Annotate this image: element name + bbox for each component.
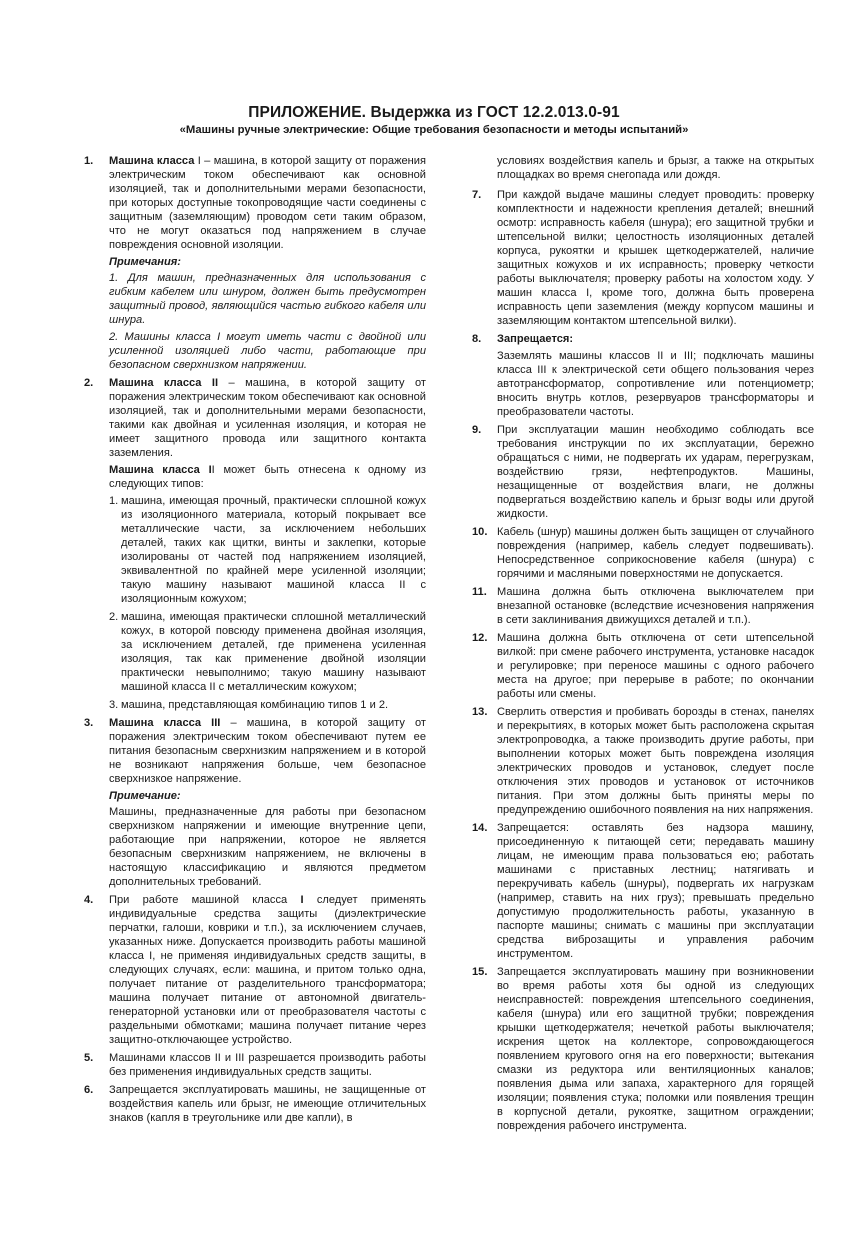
- sub-item-number: 2.: [109, 611, 119, 623]
- note-title: Примечание:: [109, 790, 181, 802]
- list-item-7: [472, 188, 814, 328]
- item-number: 3.: [84, 717, 94, 729]
- item-text: Кабель (шнур) машины должен быть защищен от случайного повреждения (например, кабель следует подвешивать). Непосредственное соприкосновение кабеля (шнура) с горячими и масляными поверхностями не допускается.: [497, 526, 814, 580]
- sub-item: [109, 494, 426, 606]
- list-item-8: [472, 332, 814, 419]
- list-item-14: [472, 821, 814, 961]
- item-text: При работе машиной класса: [109, 894, 301, 906]
- sub-item-number: 3.: [109, 699, 119, 711]
- sub-item-text: машина, имеющая прочный, практически сплошной кожух из изоляционного материала, который покрывает все металлические части, за исключением небольших деталей, таких как щитки, винты и заклепки, которые изолированы от частей под напряжением изоляцией, эквивалентной по крайней мере усиленной изоляции; такую машину называют машиной класса II с изоляционным кожухом;: [121, 495, 426, 605]
- list-item-4: [84, 893, 426, 1047]
- sub-item-text: машина, представляющая комбинацию типов 1 и 2.: [121, 699, 389, 711]
- item-number: 12.: [472, 632, 488, 644]
- item-text: – машина, в которой защиту от поражения электрическим током обеспечивают как основной изоляцией, так и дополнительными мерами безопасности, такими как двойная и усиленная изоляция, и которая не имеет защитного провода или защитного контакта заземления.: [109, 377, 426, 459]
- sub-item-text: машина, имеющая практически сплошной металлический кожух, в которой повсюду применена двойная изоляция, за исключением деталей, где применена усиленная изоляция, так как применение двойной изоляции практически невыполнимо; такую машину называют машиной класса II с металлическим кожухом;: [121, 611, 426, 693]
- item-text: Заземлять машины классов II и III; подключать машины класса III к электрической сети общего пользования через автотрансформатор, сопротивление или потенциометр; вносить внутрь котлов, резервуаров трансформаторы и преобразователи частоты.: [497, 350, 814, 418]
- document-title: ПРИЛОЖЕНИЕ. Выдержка из ГОСТ 12.2.013.0-91: [248, 104, 620, 121]
- item-number: 2.: [84, 377, 94, 389]
- list-item-15: [472, 965, 814, 1133]
- list-item-11: [472, 585, 814, 627]
- item-text: Машина должна быть отключена от сети штепсельной вилкой: при смене рабочего инструмента, установке насадок и регулировке; при переносе машины с одного рабочего места на другое; при перерыве в работе; по окончании работы или смены.: [497, 632, 814, 700]
- item-number: 9.: [472, 424, 482, 436]
- item-number: 5.: [84, 1052, 94, 1064]
- sub-item: [109, 610, 426, 694]
- note-text: Машины, предназначенные для работы при безопасном сверхнизком напряжении и имеющие внутренние цепи, работающие при напряжении, которое не является безопасным сверхнизким напряжением, не включены в настоящую классификацию и являются предметом дополнительных требований.: [109, 806, 426, 888]
- item-text: Запрещается: оставлять без надзора машину, присоединенную к питающей сети; передавать машину лицам, не имеющим права пользоваться ею; работать машинами с приставных лестниц; натягивать и перекручивать кабель (шнуры), подвергать их нагрузкам (например, ставить на них груз); превышать предельно допустимую продолжительность работы, указанную в паспорте машины; снимать с машины при эксплуатации средства виброзащиты и управления рабочим инструментом.: [497, 822, 814, 960]
- item-lead: Машина класса III: [109, 717, 221, 729]
- item-number: 1.: [84, 155, 94, 167]
- item-text: При каждой выдаче машины следует проводить: проверку комплектности и надежности крепления деталей; внешний осмотр: исправность кабеля (шнура); его защитной трубки и штепсельной вилки; целостность изоляционных деталей корпуса, рукоятки и крышек щеткодержателей, наличие защитных кожухов и их исправность; проверку четкости работы выключателя; проверку работы на холостом ходу. У машин класса I, кроме того, должна быть проверена исправность цепи заземления (между корпусом машины и заземляющим контактом штепсельной вилки).: [497, 189, 814, 327]
- item-lead: Машина класса I: [109, 464, 212, 476]
- note-text: 2. Машины класса I могут иметь части с двойной или усиленной изоляцией либо части, работающие при безопасном сверхнизком напряжении.: [109, 331, 426, 371]
- item-number: 13.: [472, 706, 488, 718]
- list-item-2: [84, 376, 426, 712]
- item-number: 10.: [472, 526, 488, 538]
- sub-item-number: 1.: [109, 495, 119, 507]
- item-text: Машина должна быть отключена выключателем при внезапной остановке (вследствие исчезновения напряжения в сети заклинивания движущихся деталей и т.п.).: [497, 586, 814, 626]
- item-lead: Машина класса: [109, 155, 195, 167]
- list-item-10: [472, 525, 814, 581]
- list-item-9: [472, 423, 814, 521]
- item-number: 15.: [472, 966, 488, 978]
- item-text: I может быть отнесена к одному из следующих типов:: [109, 464, 427, 490]
- item-text: Сверлить отверстия и пробивать борозды в стенах, панелях и перекрытиях, в которых может быть расположена скрытая электропроводка, а также производить другие работы, при выполнении которых может быть повреждена изоляция электрических проводов и установок, следует после отключения этих проводов и установок от источников питания. При этом должны быть приняты меры по предупреждению ошибочного появления на них напряжения.: [497, 706, 814, 816]
- item-text: При эксплуатации машин необходимо соблюдать все требования инструкции по их эксплуатации, бережно обращаться с ними, не подвергать их ударам, перегрузкам, воздействию грязи, нефтепродуктов. Машины, незащищенные от воздействия влаги, не должны подвергаться воздействию капель и брызг воды или другой жидкости.: [497, 424, 814, 520]
- document-subtitle: «Машины ручные электрические: Общие требования безопасности и методы испытаний»: [179, 124, 689, 136]
- list-item-13: [472, 705, 814, 817]
- item-bold: I: [300, 894, 304, 906]
- item-text: Запрещается эксплуатировать машины, не защищенные от воздействия капель или брызг, не имеющие отличительных знаков (капля в треугольнике или две капли), в: [109, 1084, 426, 1124]
- item-number: 11.: [472, 586, 487, 598]
- item-number: 6.: [84, 1084, 94, 1096]
- item-6-continuation: условиях воздействия капель и брызг, а также на открытых площадках во время снегопада или дождя.: [497, 155, 814, 181]
- item-text: Запрещается эксплуатировать машину при возникновении во время работы хотя бы одной из следующих неисправностей: повреждения штепсельного соединения, кабеля (шнура) или его защитной трубки; повреждения крышки щеткодержателя; нечеткой работы выключателя; искрения щеток на коллекторе, сопровождающегося появлением кругового огня на его поверхности; вытекания смазки из редуктора или вентиляционных каналов; появления дыма или запаха, характерного для горящей изоляции; появления стука; поломки или появления трещин в корпусной детали, рукоятке, защитном ограждении; повреждения рабочего инструмента.: [497, 966, 814, 1132]
- right-column: [472, 154, 814, 1137]
- item-lead: Запрещается:: [497, 333, 574, 345]
- item-text: Машинами классов II и III разрешается производить работы без применения индивидуальных средств защиты.: [109, 1052, 426, 1078]
- item-lead: Машина класса II: [109, 377, 219, 389]
- item-number: 8.: [472, 333, 482, 345]
- list-item-3: [84, 716, 426, 889]
- list-item-6: [84, 1083, 426, 1125]
- note-title: Примечания:: [109, 256, 181, 268]
- item-text: следует применять индивидуальные средства защиты (диэлектрические перчатки, галоши, коврики и т.п.), за исключением случаев, указанных ниже. Допускается производить работы машиной класса I, не применяя индивидуальных средств защиты, в следующих случаях, если: машина, и притом только одна, получает питание от разделительного трансформатора; машина получает питание от автономной двигатель-генераторной установки или от преобразователя частоты с раздельными обмотками; машина получает питание через защитно-отключающее устройство.: [109, 894, 427, 1046]
- list-item-1: [84, 154, 426, 372]
- item-number: 14.: [472, 822, 488, 834]
- left-column: [84, 154, 426, 1129]
- list-item-12: [472, 631, 814, 701]
- item-number: 7.: [472, 189, 482, 201]
- item-number: 4.: [84, 894, 94, 906]
- item-text: – машина, в которой защиту от поражения электрическим током обеспечивают путем ее питания безопасным сверхнизким напряжением и в которой не возникают напряжения больше, чем безопасное сверхнизкое напряжение.: [109, 717, 426, 785]
- sub-item: [109, 698, 426, 712]
- item-text: I – машина, в которой защиту от поражения электрическим током обеспечивают как основной изоляцией, так и дополнительными мерами безопасности, при которых доступные токопроводящие части соединены с защитным (заземляющим) проводом сети таким образом, что не могут оказаться под напряжением в случае повреждения основной изоляции.: [109, 155, 426, 251]
- note-text: 1. Для машин, предназначенных для использования с гибким кабелем или шнуром, должен быть предусмотрен защитный провод, являющийся частью гибкого кабеля или шнура.: [109, 272, 426, 326]
- list-item-5: [84, 1051, 426, 1079]
